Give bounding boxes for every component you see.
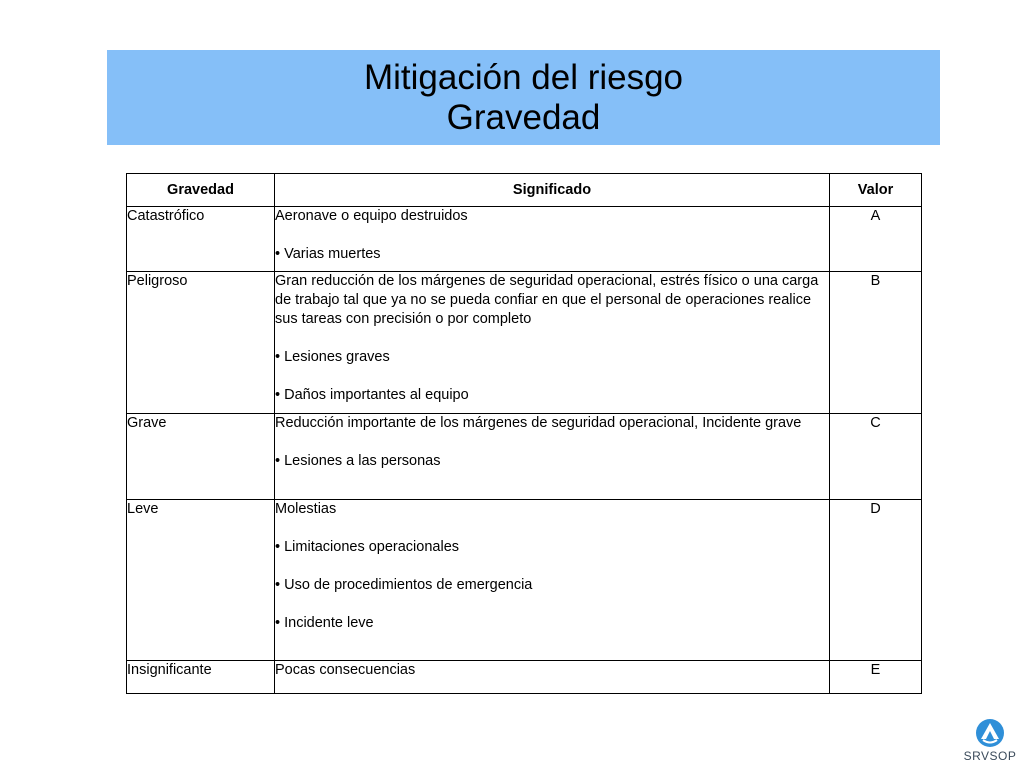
meaning-text: Gran reducción de los márgenes de seguridad operacional, estrés físico o una carga de trabajo tal que ya no se pueda confiar en que el personal de operaciones realice sus tareas con precisión o por completo (275, 273, 819, 327)
header-significado: Significado (275, 174, 830, 207)
meaning-bullet: • Daños importantes al equipo (275, 387, 469, 403)
table-row (127, 207, 922, 272)
header-valor: Valor (830, 174, 922, 207)
meaning-cell (275, 414, 830, 500)
meaning-bullet: • Uso de procedimientos de emergencia (275, 577, 533, 593)
page-subtitle: Gravedad (446, 97, 601, 137)
severity-cell: Insignificante (127, 661, 275, 694)
table-row (127, 661, 922, 694)
value-cell: D (830, 500, 922, 661)
severity-cell: Grave (127, 414, 275, 500)
severity-cell: Leve (127, 500, 275, 661)
value-cell: B (830, 272, 922, 414)
meaning-cell (275, 207, 830, 272)
table-row (127, 500, 922, 661)
table-header-row (127, 174, 922, 207)
meaning-cell (275, 500, 830, 661)
srvsop-logo (960, 718, 1020, 766)
table-row (127, 272, 922, 414)
meaning-text: Reducción importante de los márgenes de seguridad operacional, Incidente grave (275, 415, 802, 431)
severity-cell: Peligroso (127, 272, 275, 414)
logo-text: SRVSOP (963, 749, 1017, 763)
meaning-bullet: • Varias muertes (275, 246, 381, 262)
severity-table (126, 173, 922, 694)
table-row (127, 414, 922, 500)
title-banner (107, 50, 940, 145)
srvsop-emblem-icon (975, 718, 1005, 748)
meaning-bullet: • Lesiones a las personas (275, 453, 441, 469)
value-cell: A (830, 207, 922, 272)
value-cell: C (830, 414, 922, 500)
header-gravedad: Gravedad (127, 174, 275, 207)
severity-cell: Catastrófico (127, 207, 275, 272)
meaning-text: Pocas consecuencias (275, 662, 416, 678)
meaning-bullet: • Limitaciones operacionales (275, 539, 460, 555)
value-cell: E (830, 661, 922, 694)
meaning-bullet: • Incidente leve (275, 615, 374, 631)
meaning-text: Aeronave o equipo destruidos (275, 208, 468, 224)
page-title: Mitigación del riesgo (363, 57, 684, 97)
meaning-text: Molestias (275, 501, 337, 517)
meaning-bullet: • Lesiones graves (275, 349, 390, 365)
meaning-cell (275, 661, 830, 694)
meaning-cell (275, 272, 830, 414)
